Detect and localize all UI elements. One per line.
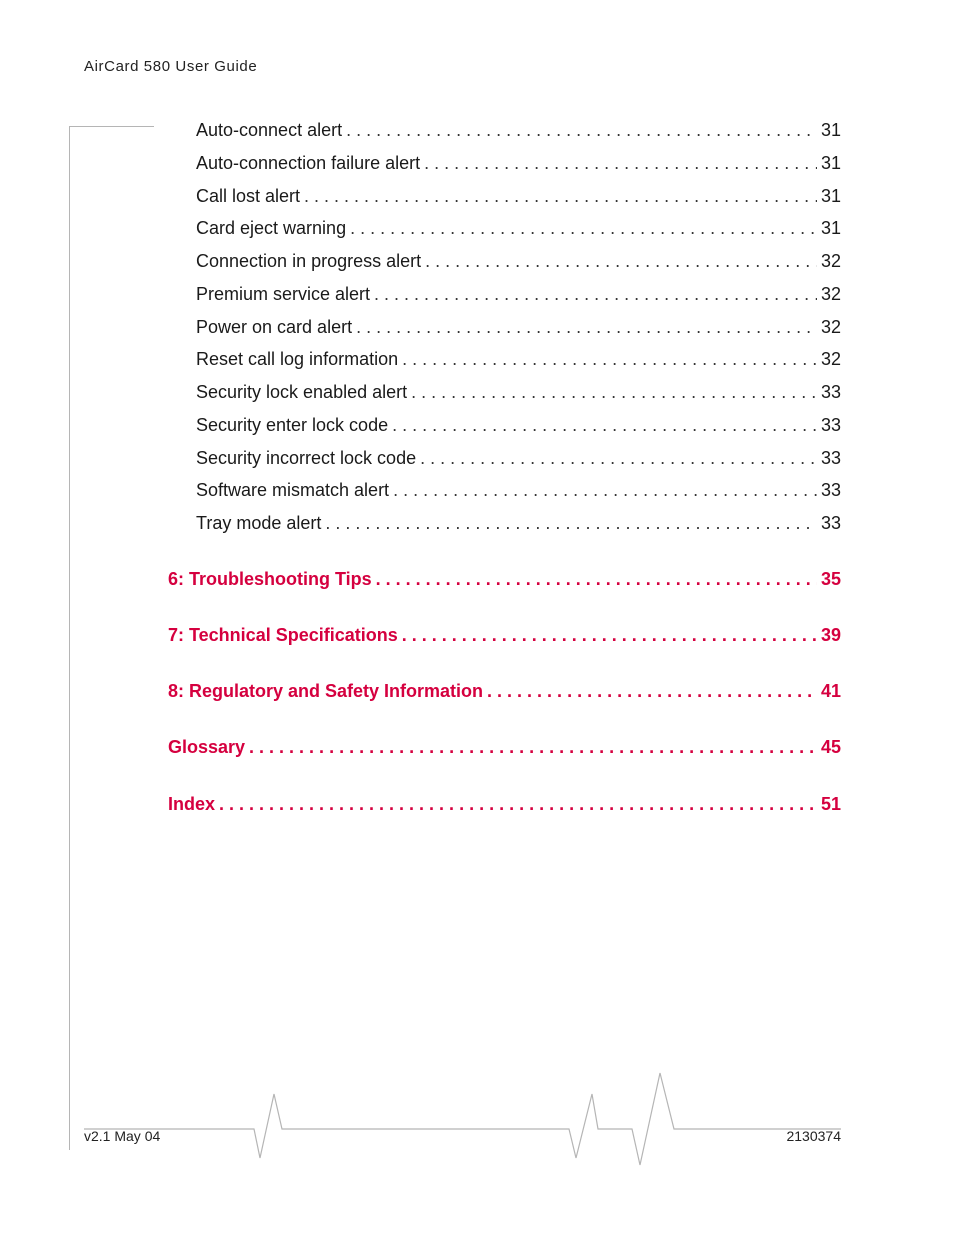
toc-entry-label: Security incorrect lock code <box>196 448 417 468</box>
toc-chapter-page: 39 <box>820 625 841 645</box>
dot-leader <box>411 382 817 403</box>
dot-leader <box>249 737 817 758</box>
toc-entry-label: Security lock enabled alert <box>196 382 408 402</box>
toc-chapter-label: 6: Troubleshooting Tips <box>168 569 372 589</box>
toc-entry-label: Security enter lock code <box>196 415 389 435</box>
dot-leader <box>376 569 817 590</box>
toc-entry-page: 33 <box>820 513 841 533</box>
dot-leader <box>219 794 817 815</box>
toc-entry-label: Connection in progress alert <box>196 251 422 271</box>
dot-leader <box>374 284 817 305</box>
toc-chapter-link[interactable] <box>168 681 841 702</box>
toc-entry-page: 32 <box>820 349 841 369</box>
toc-chapter-label: 8: Regulatory and Safety Information <box>168 681 484 701</box>
toc-entry-label: Premium service alert <box>196 284 371 304</box>
footer-doc-number: 2130374 <box>786 1128 841 1144</box>
frame-rule-horizontal <box>69 126 154 127</box>
dot-leader <box>402 349 817 370</box>
toc-entry[interactable] <box>196 218 841 239</box>
toc-entry[interactable] <box>196 251 841 272</box>
running-header: AirCard 580 User Guide <box>84 58 258 75</box>
toc-chapter-page: 45 <box>820 737 841 757</box>
toc-entry-page: 31 <box>820 218 841 238</box>
toc-entry-page: 31 <box>820 186 841 206</box>
toc-entry[interactable] <box>196 448 841 469</box>
toc-entry-label: Tray mode alert <box>196 513 322 533</box>
toc-chapter-page: 35 <box>820 569 841 589</box>
toc-chapter-link[interactable] <box>168 625 841 646</box>
toc-chapter-label: 7: Technical Specifications <box>168 625 398 645</box>
dot-leader <box>346 120 817 141</box>
toc-entry-page: 31 <box>820 120 841 140</box>
footer-version: v2.1 May 04 <box>84 1128 161 1144</box>
toc-entry[interactable] <box>196 382 841 403</box>
toc-entry[interactable] <box>196 480 841 501</box>
toc-entry[interactable] <box>196 349 841 370</box>
dot-leader <box>393 480 817 501</box>
toc-entry-page: 33 <box>820 448 841 468</box>
toc-entry[interactable] <box>196 120 841 141</box>
dot-leader <box>350 218 817 239</box>
toc-chapter-link[interactable] <box>168 569 841 590</box>
toc-entry-label: Reset call log information <box>196 349 399 369</box>
dot-leader <box>487 681 817 702</box>
toc-entry[interactable] <box>196 317 841 338</box>
toc-entry[interactable] <box>196 284 841 305</box>
toc-entry-page: 31 <box>820 153 841 173</box>
toc-entry[interactable] <box>196 513 841 534</box>
dot-leader <box>325 513 817 534</box>
dot-leader <box>356 317 817 338</box>
toc-entry-page: 33 <box>820 415 841 435</box>
toc-entry-page: 33 <box>820 382 841 402</box>
toc-entry-page: 32 <box>820 317 841 337</box>
dot-leader <box>392 415 817 436</box>
toc-entry-label: Power on card alert <box>196 317 353 337</box>
toc-entry[interactable] <box>196 186 841 207</box>
toc-entry-label: Auto-connect alert <box>196 120 343 140</box>
dot-leader <box>402 625 817 646</box>
toc-chapter-page: 41 <box>820 681 841 701</box>
toc-entry-page: 32 <box>820 284 841 304</box>
dot-leader <box>424 153 817 174</box>
toc-entry[interactable] <box>196 153 841 174</box>
toc-entry-label: Call lost alert <box>196 186 301 206</box>
toc-chapter-label: Glossary <box>168 737 246 757</box>
frame-rule-vertical <box>69 126 70 1150</box>
toc-chapter-link[interactable] <box>168 794 841 815</box>
dot-leader <box>420 448 817 469</box>
toc-chapter-page: 51 <box>820 794 841 814</box>
toc-entry-page: 33 <box>820 480 841 500</box>
dot-leader <box>425 251 817 272</box>
toc-entry-label: Card eject warning <box>196 218 347 238</box>
toc-entry-label: Software mismatch alert <box>196 480 390 500</box>
toc-entry-page: 32 <box>820 251 841 271</box>
toc-chapter-label: Index <box>168 794 216 814</box>
toc-entry-label: Auto-connection failure alert <box>196 153 421 173</box>
dot-leader <box>304 186 817 207</box>
toc-chapter-link[interactable] <box>168 737 841 758</box>
toc-entry[interactable] <box>196 415 841 436</box>
